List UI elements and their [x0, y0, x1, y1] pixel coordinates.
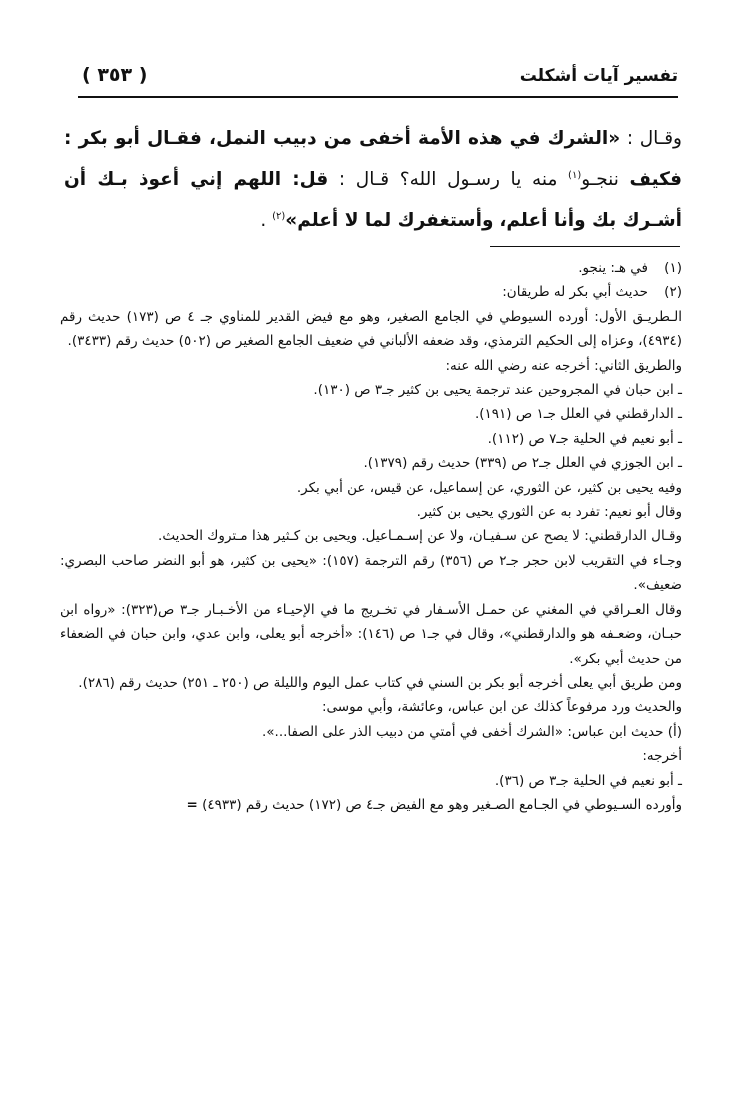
- page-number: ( ٣٥٣ ): [82, 64, 148, 86]
- footnote-ref-1[interactable]: (١): [568, 169, 582, 181]
- footnote-last-line: [60, 793, 682, 817]
- footnote-ref-2[interactable]: (٢): [272, 210, 286, 222]
- footnote-separator: [490, 246, 680, 247]
- footnote-line: الـطريـق الأول: أورده السيوطي في الجامع الصغير، وهو مع فيض القدير للمناوي جـ ٤ ص (١٧٣) حديث رقم (٤٩٣٤)، وعزاه إلى الحكيم الترمذي، وقد ضعفه الألباني في ضعيف الجامع الصغير ص (٥٠٢) حديث رقم (٣٤٣٣).: [60, 308, 682, 350]
- footnote-line: (أ) حديث ابن عباس: «الشرك أخفى في أمتي من دبيب الذر على الصفا...».: [261, 723, 682, 740]
- footnote-number: (١): [664, 260, 682, 276]
- footnote-1: [60, 256, 682, 280]
- footnote-line: أخرجه:: [642, 748, 682, 765]
- footnote-line: والطريق الثاني: أخرجه عنه رضي الله عنه:: [445, 357, 682, 374]
- footnote-line: وقال أبو نعيم: تفرد به عن الثوري يحيى بن كثير.: [416, 504, 682, 521]
- footnote-line: ـ الدارقطني في العلل جـ١ ص (١٩١).: [474, 406, 682, 423]
- footnote-line: وفيه يحيى بن كثير، عن الثوري، عن إسماعيل، عن قيس، عن أبي بكر.: [296, 479, 682, 496]
- footnote-line: ـ أبو نعيم في الحلية جـ٣ ص (٣٦).: [494, 772, 682, 789]
- footnote-text: في هـ: ينجو.: [578, 260, 648, 276]
- main-text: [64, 118, 682, 241]
- main-text-2a: ننجـو: [581, 169, 619, 190]
- footnote-line: والحديث ورد مرفوعاً كذلك عن ابن عباس، وعائشة، وأبي موسى:: [321, 699, 682, 716]
- footnote-line: ـ ابن حبان في المجروحين عند ترجمة يحيى بن كثير جـ٣ ص (١٣٠).: [313, 382, 682, 399]
- footnote-line: ومن طريق أبي يعلى أخرجه أبو بكر بن السني في كتاب عمل اليوم والليلة ص (٢٥٠ ـ ٢٥١) حديث رقم (٢٨٦).: [78, 674, 682, 691]
- main-text-2b: منه يا رسـول الله؟ قـال :: [328, 169, 569, 190]
- footnote-line: ـ ابن الجوزي في العلل جـ٢ ص (٣٣٩) حديث رقم (١٣٧٩).: [363, 455, 682, 472]
- footnote-2: [60, 280, 682, 304]
- footnote-line: ـ أبو نعيم في الحلية جـ٧ ص (١١٢).: [487, 430, 682, 447]
- continuation-mark: =: [186, 796, 198, 813]
- hadith-text-3: وأستغفرك لما لا أعلم»: [285, 210, 494, 231]
- main-text-speaker: وقـال :: [620, 128, 682, 149]
- footnote-line: وقـال الدارقطني: لا يصح عن سـفيـان، ولا عن إسـمـاعيل. ويحيى بن كـثير هذا مـتروك الحديث.: [158, 528, 682, 545]
- hadith-text-1: «الشرك في هذه الأمة أخفى من دبيب النمل، فقـال أبو بكر : فكيف: [64, 128, 682, 190]
- hadith-text-2: قل: اللهم إني أعوذ بـك أن أشـرك بك وأنا أعلم،: [64, 169, 682, 231]
- header-rule: [78, 96, 678, 98]
- main-text-end: .: [260, 210, 273, 231]
- footnote-number: (٢): [664, 284, 682, 301]
- footnote-text: حديث أبي بكر له طريقان:: [502, 284, 648, 301]
- page-header: [78, 62, 678, 92]
- footnote-line-text: وأورده السـيوطي في الجـامع الصـغير وهو مع الفيض جـ٤ ص (١٧٢) حديث رقم (٤٩٣٣): [202, 796, 682, 813]
- footnote-line: وقال العـراقي في المغني عن حمـل الأسـفار في تخـريج ما في الإحيـاء من الأخـبـار جـ٣ ص(٣٢٣): «رواه ابن حبـان، وضعـفه هو والدارقطني»، وقال في جـ١ ص (١٤٦): «أخرجه أبو يعلى، وابن عدي، وابن حبان في الضعفاء من حديث أبي بكر».: [60, 601, 683, 667]
- footnote-line: وجـاء في التقريب لابن حجر جـ٢ ص (٣٥٦) رقم الترجمة (١٥٧): «يحيى بن كثير، هو أبو النضر صاحب البصري: ضعيف».: [60, 552, 683, 594]
- footnotes: [60, 256, 682, 817]
- running-title: تفسير آيات أشكلت: [519, 66, 678, 86]
